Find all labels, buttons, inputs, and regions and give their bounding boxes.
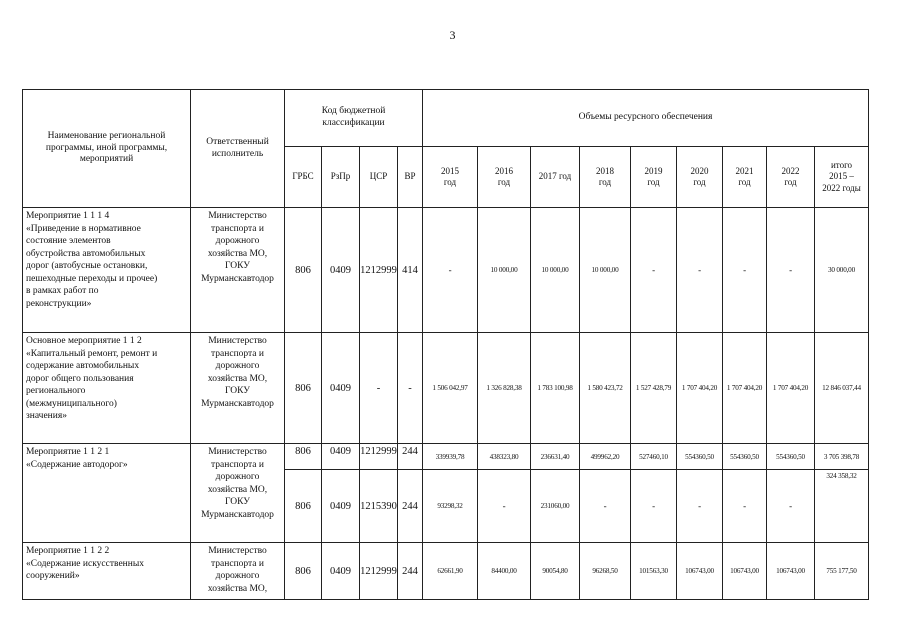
cell-value: 62661,90: [423, 543, 478, 600]
cell-value: 1 783 100,98: [531, 333, 580, 444]
header-csr: ЦСР: [360, 147, 398, 208]
cell-value: 438323,80: [478, 444, 531, 470]
cell-value: 101563,30: [631, 543, 677, 600]
header-year-2022: 2022 год: [767, 147, 815, 208]
cell-vr: -: [398, 333, 423, 444]
cell-csr: -: [360, 333, 398, 444]
cell-value: 1 707 404,20: [767, 333, 815, 444]
cell-value: -: [423, 208, 478, 333]
cell-value: -: [677, 470, 723, 543]
cell-grbs: 806: [285, 543, 322, 600]
cell-value: 1 580 423,72: [580, 333, 631, 444]
table-row: [23, 444, 869, 470]
cell-value: 1 506 042,97: [423, 333, 478, 444]
table-row: [23, 208, 869, 333]
cell-total: 30 000,00: [815, 208, 869, 333]
row-executor: Министерство транспорта и дорожного хозяйства МО, ГОКУ Мурманскавтодор: [191, 208, 285, 333]
header-year-2020: 2020 год: [677, 147, 723, 208]
header-name: Наименование региональной программы, иной программы, мероприятий: [23, 90, 191, 208]
row-executor: Министерство транспорта и дорожного хозяйства МО, ГОКУ Мурманскавтодор: [191, 333, 285, 444]
cell-value: -: [723, 208, 767, 333]
cell-value: 527460,10: [631, 444, 677, 470]
header-budget-classification: Код бюджетной классификации: [285, 90, 423, 147]
header-year-2019: 2019 год: [631, 147, 677, 208]
header-year-2016: 2016 год: [478, 147, 531, 208]
cell-value: 554360,50: [677, 444, 723, 470]
header-year-2018: 2018 год: [580, 147, 631, 208]
cell-value: 84400,00: [478, 543, 531, 600]
cell-vr: 244: [398, 543, 423, 600]
cell-vr: 244: [398, 444, 423, 470]
cell-value: 10 000,00: [531, 208, 580, 333]
cell-value: -: [723, 470, 767, 543]
cell-grbs: 806: [285, 470, 322, 543]
header-vr: ВР: [398, 147, 423, 208]
cell-csr: 1215390: [360, 470, 398, 543]
header-year-2015: 2015 год: [423, 147, 478, 208]
resource-table: [22, 89, 869, 600]
cell-total: 324 358,32: [815, 470, 869, 543]
header-year-2021: 2021 год: [723, 147, 767, 208]
cell-value: 554360,50: [767, 444, 815, 470]
cell-value: 93298,32: [423, 470, 478, 543]
cell-rzpr: 0409: [322, 333, 360, 444]
cell-rzpr: 0409: [322, 208, 360, 333]
cell-value: 1 527 428,79: [631, 333, 677, 444]
cell-value: -: [767, 208, 815, 333]
cell-total: 755 177,50: [815, 543, 869, 600]
cell-value: -: [631, 208, 677, 333]
table-row: [23, 333, 869, 444]
row-name: Мероприятие 1 1 2 2 «Содержание искусственных сооружений»: [23, 543, 191, 600]
cell-value: 499962,20: [580, 444, 631, 470]
cell-value: 1 707 404,20: [677, 333, 723, 444]
cell-value: -: [677, 208, 723, 333]
cell-vr: 244: [398, 470, 423, 543]
cell-value: 236631,40: [531, 444, 580, 470]
header-grbs: ГРБС: [285, 147, 322, 208]
row-executor: Министерство транспорта и дорожного хозяйства МО,: [191, 543, 285, 600]
header-row-1: [23, 90, 869, 147]
cell-value: 554360,50: [723, 444, 767, 470]
header-resources: Объемы ресурсного обеспечения: [423, 90, 869, 147]
cell-value: -: [767, 470, 815, 543]
cell-rzpr: 0409: [322, 470, 360, 543]
header-rzpr: РзПр: [322, 147, 360, 208]
row-name: Мероприятие 1 1 2 1 «Содержание автодорог»: [23, 444, 191, 543]
cell-value: -: [580, 470, 631, 543]
cell-total: 12 846 037,44: [815, 333, 869, 444]
cell-csr: 1212999: [360, 208, 398, 333]
cell-value: 106743,00: [723, 543, 767, 600]
cell-csr: 1212999: [360, 543, 398, 600]
header-year-2017: 2017 год: [531, 147, 580, 208]
cell-value: 339939,78: [423, 444, 478, 470]
cell-value: 231060,00: [531, 470, 580, 543]
cell-value: 1 707 404,20: [723, 333, 767, 444]
cell-vr: 414: [398, 208, 423, 333]
row-executor: Министерство транспорта и дорожного хозяйства МО, ГОКУ Мурманскавтодор: [191, 444, 285, 543]
cell-value: -: [478, 470, 531, 543]
cell-value: -: [631, 470, 677, 543]
cell-value: 10 000,00: [478, 208, 531, 333]
cell-value: 106743,00: [767, 543, 815, 600]
cell-value: 96268,50: [580, 543, 631, 600]
cell-rzpr: 0409: [322, 543, 360, 600]
row-name: Мероприятие 1 1 1 4 «Приведение в нормативное состояние элементов обустройства автомобильных дорог (автобусные остановки, пешеходные переходы и прочее) в рамках работ по реконструкции»: [23, 208, 191, 333]
cell-rzpr: 0409: [322, 444, 360, 470]
cell-value: 1 326 828,38: [478, 333, 531, 444]
cell-value: 10 000,00: [580, 208, 631, 333]
cell-csr: 1212999: [360, 444, 398, 470]
cell-value: 90054,80: [531, 543, 580, 600]
cell-total: 3 705 398,78: [815, 444, 869, 470]
cell-grbs: 806: [285, 333, 322, 444]
cell-value: 106743,00: [677, 543, 723, 600]
header-executor: Ответственный исполнитель: [191, 90, 285, 208]
cell-grbs: 806: [285, 444, 322, 470]
cell-grbs: 806: [285, 208, 322, 333]
header-total: итого 2015 – 2022 годы: [815, 147, 869, 208]
page-number: 3: [449, 28, 456, 42]
table-row: [23, 543, 869, 600]
row-name: Основное мероприятие 1 1 2 «Капитальный ремонт, ремонт и содержание автомобильных дорог общего пользования регионального (межмуниципального) значения»: [23, 333, 191, 444]
